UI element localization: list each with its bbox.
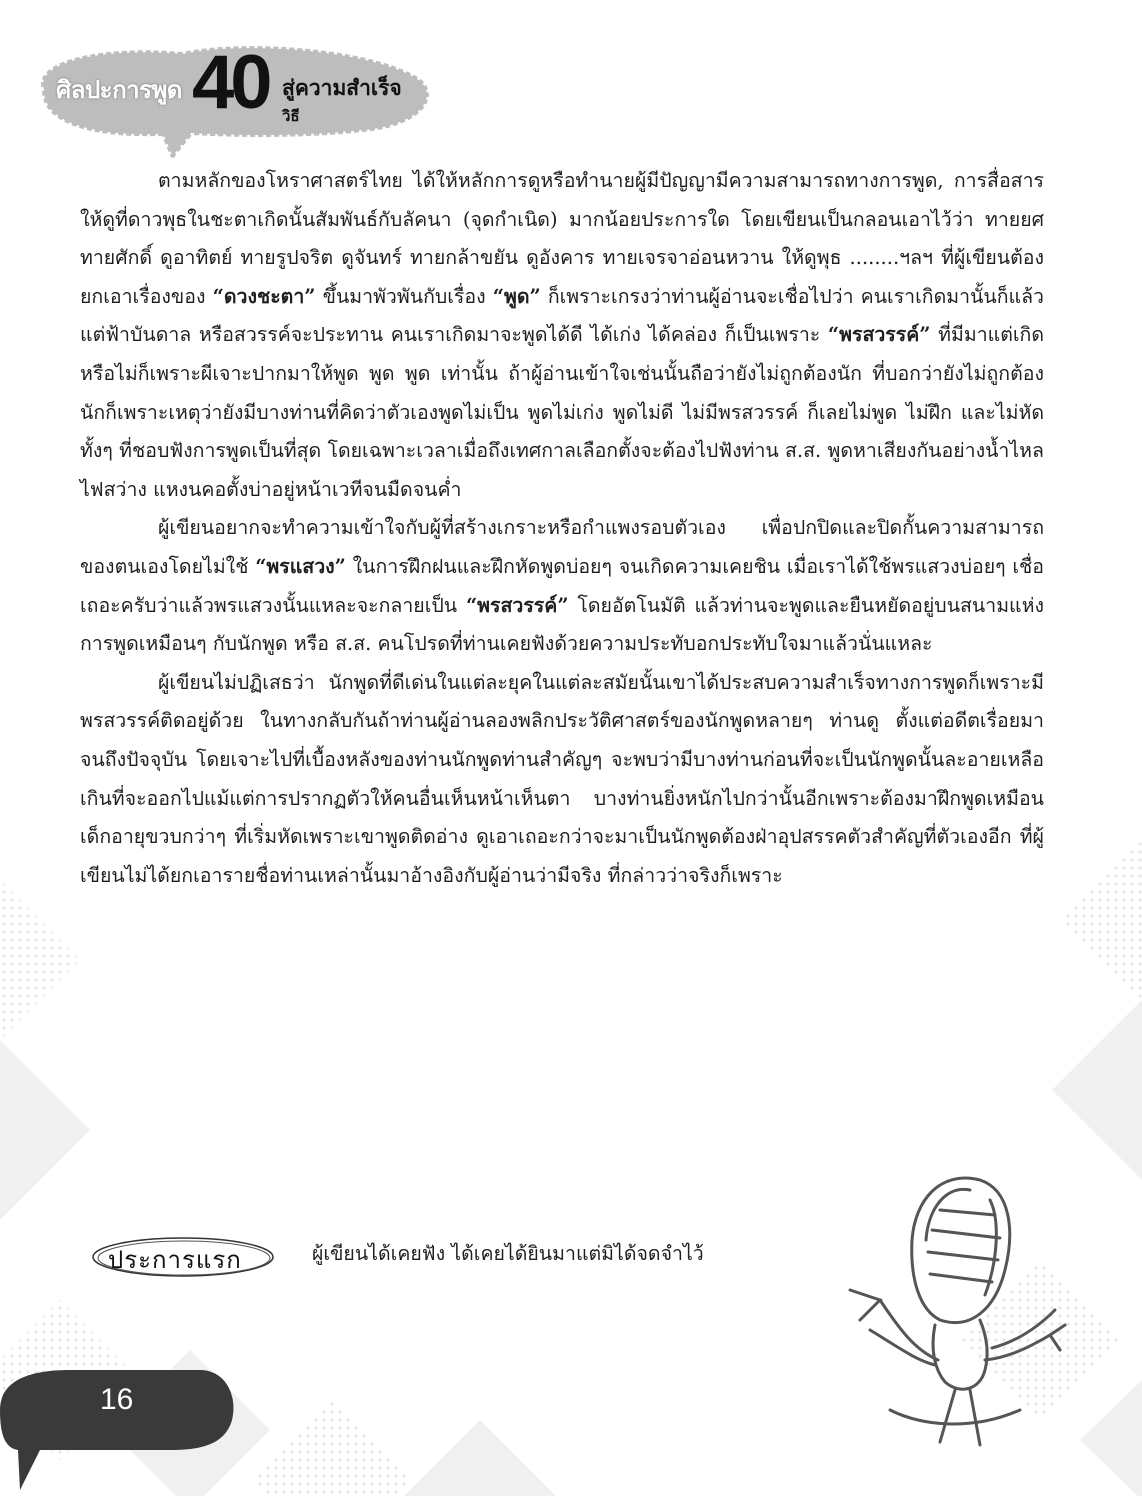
paragraph: ผู้เขียนไม่ปฏิเสธว่า นักพูดที่ดีเด่นในแต่ละยุคในแต่ละสมัยนั้นเขาได้ประสบความสำเร็จทางการพูดก็เพราะมีพรสวรรค์ติดอยู่ด้วย ในทางกลับกันถ้าท่านผู้อ่านลองพลิกประวัติศาสตร์ของนักพูดหลายๆ ท่านดู ตั้งแต่อดีตเรื่อยมาจนถึงปัจจุบัน โดยเจาะไปที่เบื้องหลังของท่านนักพูดท่านสำคัญๆ จะพบว่ามีบางท่านก่อนที่จะเป็นนักพูดนั้นละอายเหลือเกินที่จะออกไปแม้แต่การปรากฏตัวให้คนอื่นเห็นหน้าเห็นตา บางท่านยิ่งหนักไปกว่านั้นอีกเพราะต้องมาฝึกพูดเหมือนเด็กอายุขวบกว่าๆ ที่เริ่มหัดเพราะเขาพูดติดอ่าง ดูเอาเถอะกว่าจะมาเป็นนักพูดต้องฝ่าอุปสรรคตัวสำคัญที่ตัวเองอีก ที่ผู้เขียนไม่ได้ยกเอารายชื่อท่านเหล่านั้นมาอ้างอิงกับผู้อ่านว่ามีจริง ที่กล่าวว่าจริงก็เพราะ [80, 670, 1044, 887]
header-title-sub: วิธี [282, 107, 300, 125]
reason-text: ผู้เขียนได้เคยฟัง ได้เคยได้ยินมาแต่มิได้จดจำไว้ [312, 1242, 704, 1265]
page-number: 16 [100, 1383, 134, 1416]
page-number-tab [0, 1350, 240, 1496]
header-number: 40 [192, 40, 269, 125]
reason-row [80, 1226, 840, 1286]
microphone-icon [820, 1160, 1080, 1450]
header-title-left: ศิลปะการพูด [56, 76, 182, 104]
body-text [80, 162, 1044, 895]
paragraph: ผู้เขียนอยากจะทำความเข้าใจกับผู้ที่สร้างเกราะหรือกำแพงรอบตัวเอง เพื่อปกปิดและปิดกั้นความสามารถของตนเองโดยไม่ใช้ “พรแสวง” ในการฝึกฝนและฝึกหัดพูดบ่อยๆ จนเกิดความเคยชิน เมื่อเราได้ใช้พรแสวงบ่อยๆ เชื่อเถอะครับว่าแล้วพรแสวงนั้นแหละจะกลายเป็น “พรสวรรค์” โดยอัตโนมัติ แล้วท่านจะพูดและยืนหยัดอยู่บนสนามแห่งการพูดเหมือนๆ กับนักพูด หรือ ส.ส. คนโปรดที่ท่านเคยฟังด้วยความประทับอกประทับใจมาแล้วนั่นแหละ [80, 516, 1044, 656]
paragraph: ตามหลักของโหราศาสตร์ไทย ได้ให้หลักการดูหรือทำนายผู้มีปัญญามีความสามารถทางการพูด, การสื่อสาร ให้ดูที่ดาวพุธในชะตาเกิดนั้นสัมพันธ์กับลัคนา (จุดกำเนิด) มากน้อยประการใด โดยเขียนเป็นกลอนเอาไว้ว่า ทายยศ ทายศักดิ์ ดูอาทิตย์ ทายรูปจริต ดูจันทร์ ทายกล้าขยัน ดูอังคาร ทายเจรจาอ่อนหวาน ให้ดูพุธ ........ฯลฯ ที่ผู้เขียนต้องยกเอาเรื่องของ “ดวงชะตา” ขึ้นมาพัวพันกับเรื่อง “พูด” ก็เพราะเกรงว่าท่านผู้อ่านจะเชื่อไปว่า คนเราเกิดมานั้นก็แล้วแต่ฟ้าบันดาล หรือสวรรค์จะประทาน คนเราเกิดมาจะพูดได้ดี ได้เก่ง ได้คล่อง ก็เป็นเพราะ “พรสวรรค์” ที่มีมาแต่เกิด หรือไม่ก็เพราะผีเจาะปากมาให้พูด พูด พูด เท่านั้น ถ้าผู้อ่านเข้าใจเช่นนั้นถือว่ายังไม่ถูกต้องนัก ที่บอกว่ายังไม่ถูกต้องนักก็เพราะเหตุว่ายังมีบางท่านที่คิดว่าตัวเองพูดไม่เป็น พูดไม่เก่ง พูดไม่ดี ไม่มีพรสวรรค์ ก็เลยไม่พูด ไม่ฝึก และไม่หัด ทั้งๆ ที่ชอบฟังการพูดเป็นที่สุด โดยเฉพาะเวลาเมื่อถึงเทศกาลเลือกตั้งจะต้องไปฟังท่าน ส.ส. พูดหาเสียงกันอย่างน้ำไหล ไฟสว่าง แหงนคอตั้งบ่าอยู่หน้าเวทีจนมืดจนค่ำ [80, 169, 1045, 501]
header-title-right: สู่ความสำเร็จ [282, 76, 402, 100]
reason-label: ประการแรก [108, 1246, 242, 1274]
